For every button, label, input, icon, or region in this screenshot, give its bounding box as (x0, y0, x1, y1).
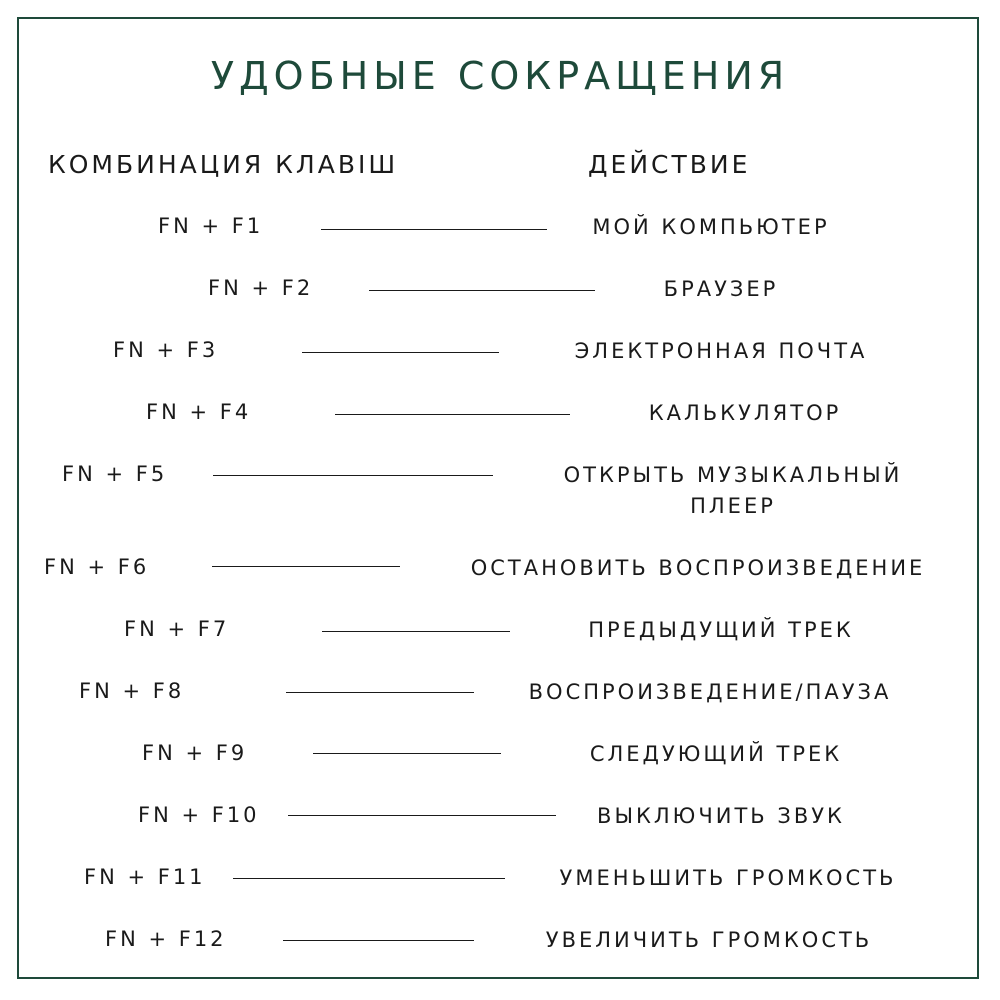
shortcut-action-f7: ПРЕДЫДУЩИЙ ТРЕК (588, 618, 854, 642)
shortcut-key-f4: FN + F4 (146, 400, 252, 424)
connector-line (286, 692, 474, 693)
shortcut-key-f6: FN + F6 (44, 555, 150, 579)
shortcut-action-f4: КАЛЬКУЛЯТОР (648, 401, 842, 425)
shortcut-action-f12: УВЕЛИЧИТЬ ГРОМКОСТЬ (545, 928, 873, 952)
column-header-action: ДЕЙСТВИЕ (588, 150, 751, 179)
shortcut-action-f6: ОСТАНОВИТЬ ВОСПРОИЗВЕДЕНИЕ (470, 556, 926, 580)
shortcut-action-f2: БРАУЗЕР (663, 277, 779, 301)
shortcut-action-f9: СЛЕДУЮЩИЙ ТРЕК (589, 742, 843, 766)
shortcut-action-f5-line1: ОТКРЫТЬ МУЗЫКАЛЬНЫЙ (563, 463, 903, 487)
shortcut-key-f9: FN + F9 (142, 741, 248, 765)
shortcut-action-f1: МОЙ КОМПЬЮТЕР (592, 215, 830, 239)
connector-line (213, 475, 493, 476)
connector-line (321, 229, 547, 230)
shortcut-key-f3: FN + F3 (113, 338, 219, 362)
connector-line (288, 815, 556, 816)
connector-line (233, 878, 505, 879)
connector-line (302, 352, 499, 353)
connector-line (335, 414, 570, 415)
shortcut-key-f10: FN + F10 (138, 803, 260, 827)
connector-line (313, 753, 501, 754)
shortcut-action-f8: ВОСПРОИЗВЕДЕНИЕ/ПАУЗА (528, 680, 892, 704)
connector-line (283, 940, 474, 941)
connector-line (322, 631, 510, 632)
connector-line (212, 566, 400, 567)
page-title: УДОБНЫЕ СОКРАЩЕНИЯ (210, 54, 790, 98)
shortcut-key-f7: FN + F7 (124, 617, 230, 641)
shortcut-key-f1: FN + F1 (158, 214, 264, 238)
shortcut-action-f11: УМЕНЬШИТЬ ГРОМКОСТЬ (559, 866, 897, 890)
shortcut-action-f3: ЭЛЕКТРОННАЯ ПОЧТА (574, 339, 868, 363)
shortcut-action-f5-line2: ПЛЕЕР (690, 494, 776, 518)
shortcut-key-f5: FN + F5 (62, 462, 168, 486)
connector-line (369, 290, 595, 291)
shortcut-key-f11: FN + F11 (84, 865, 206, 889)
shortcut-action-f5 (564, 460, 903, 522)
shortcut-action-f10: ВЫКЛЮЧИТЬ ЗВУК (597, 804, 845, 828)
shortcut-key-f8: FN + F8 (79, 679, 185, 703)
shortcut-key-f12: FN + F12 (105, 927, 227, 951)
shortcut-key-f2: FN + F2 (208, 276, 314, 300)
column-header-combination: КОМБИНАЦИЯ КЛАВІШ (48, 150, 399, 179)
